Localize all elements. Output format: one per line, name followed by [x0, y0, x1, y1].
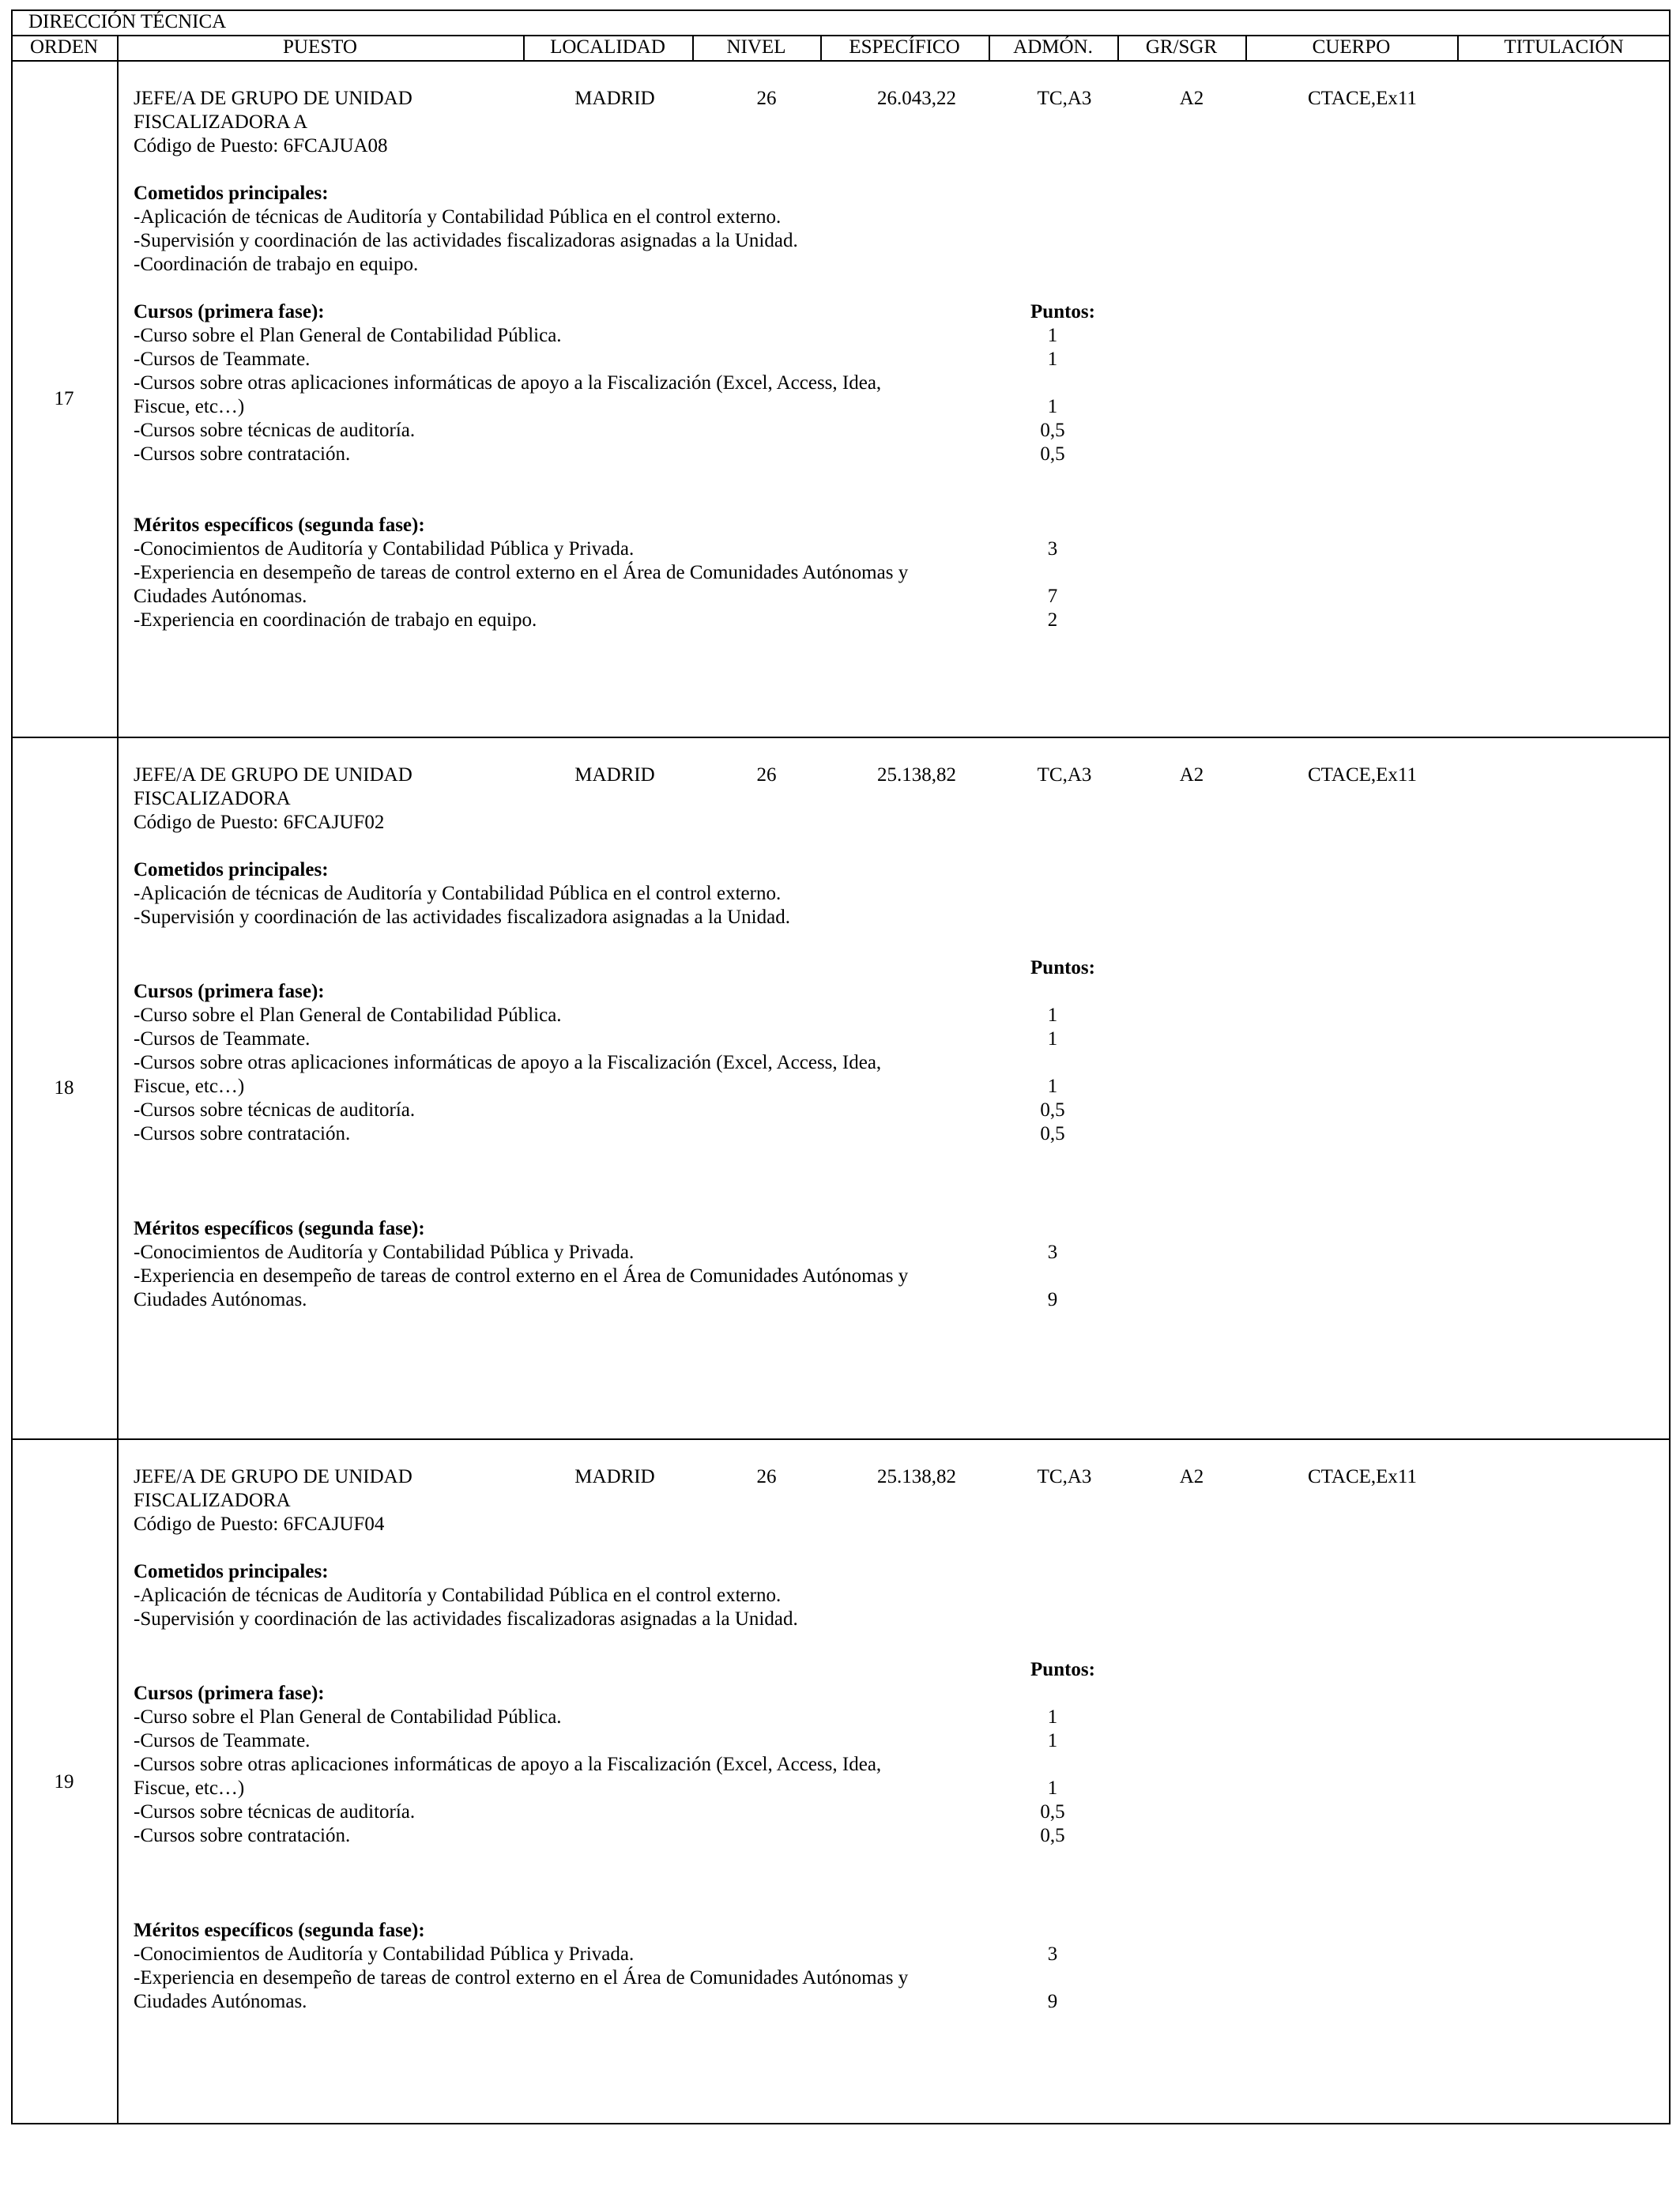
cometidos-heading: Cometidos principales: [134, 1561, 329, 1582]
grupo-value: A2 [1179, 1466, 1204, 1487]
cursos-heading: Cursos (primera fase): [134, 301, 325, 322]
curso-points: 1 [1047, 1706, 1058, 1728]
curso-item: Fiscue, etc…) [134, 396, 245, 417]
merito-item: -Experiencia en desempeño de tareas de control externo en el Área de Comunidades Autónomas y [134, 562, 909, 583]
admon-value: TC,A3 [1037, 1466, 1092, 1487]
curso-item: Fiscue, etc…) [134, 1777, 245, 1799]
table-border-bottom [11, 2123, 1671, 2124]
curso-item: -Cursos sobre otras aplicaciones informáticas de apoyo a la Fiscalización (Excel, Access, Idea, [134, 372, 882, 394]
curso-points: 1 [1047, 1076, 1058, 1097]
curso-points: 0,5 [1040, 1825, 1065, 1846]
merito-item: -Conocimientos de Auditoría y Contabilidad Pública y Privada. [134, 1242, 635, 1263]
cuerpo-value: CTACE,Ex11 [1307, 764, 1418, 786]
localidad-value: MADRID [574, 764, 655, 786]
merito-item: -Conocimientos de Auditoría y Contabilidad Pública y Privada. [134, 1943, 635, 1965]
curso-points: 0,5 [1040, 443, 1065, 465]
curso-item: -Cursos sobre contratación. [134, 443, 351, 465]
puesto-title: FISCALIZADORA [134, 788, 291, 809]
column-header: LOCALIDAD [550, 36, 665, 58]
column-header: ORDEN [29, 36, 99, 58]
nivel-value: 26 [756, 1466, 777, 1487]
merito-points: 3 [1047, 1943, 1058, 1965]
row-divider-2 [11, 1438, 1671, 1440]
admon-value: TC,A3 [1037, 764, 1092, 786]
merito-item: -Conocimientos de Auditoría y Contabilidad Pública y Privada. [134, 538, 635, 560]
especifico-value: 25.138,82 [877, 1466, 956, 1487]
localidad-value: MADRID [574, 88, 655, 109]
table-border-left [11, 9, 13, 2124]
positions-table [11, 9, 1671, 2124]
merito-points: 2 [1047, 609, 1058, 631]
column-header: TITULACIÓN [1504, 36, 1624, 58]
curso-points: 1 [1047, 396, 1058, 417]
merito-item: Ciudades Autónomas. [134, 586, 307, 607]
merito-item: -Experiencia en desempeño de tareas de control externo en el Área de Comunidades Autónomas y [134, 1265, 909, 1287]
table-border-right [1669, 9, 1671, 2124]
meritos-heading: Méritos específicos (segunda fase): [134, 515, 425, 536]
curso-item: -Cursos sobre técnicas de auditoría. [134, 1099, 416, 1121]
position-code: Código de Puesto: 6FCAJUF04 [134, 1514, 385, 1535]
orden-column-divider [117, 35, 119, 2124]
merito-points: 3 [1047, 1242, 1058, 1263]
curso-item: -Cursos de Teammate. [134, 1028, 311, 1050]
header-bottom-rule [11, 60, 1671, 62]
cuerpo-value: CTACE,Ex11 [1307, 88, 1418, 109]
puntos-heading: Puntos: [1030, 301, 1095, 322]
curso-item: -Curso sobre el Plan General de Contabilidad Pública. [134, 1005, 562, 1026]
curso-points: 0,5 [1040, 420, 1065, 441]
puesto-title: FISCALIZADORA A [134, 111, 308, 133]
cometidos-heading: Cometidos principales: [134, 183, 329, 204]
cometido-item: -Coordinación de trabajo en equipo. [134, 254, 419, 275]
merito-item: Ciudades Autónomas. [134, 1991, 307, 2012]
curso-points: 1 [1047, 1730, 1058, 1751]
merito-points: 3 [1047, 538, 1058, 560]
admon-value: TC,A3 [1037, 88, 1092, 109]
meritos-heading: Méritos específicos (segunda fase): [134, 1218, 425, 1239]
curso-item: -Cursos sobre contratación. [134, 1825, 351, 1846]
curso-item: Fiscue, etc…) [134, 1076, 245, 1097]
curso-points: 1 [1047, 1028, 1058, 1050]
puesto-title: JEFE/A DE GRUPO DE UNIDAD [134, 764, 412, 786]
table-border-top [11, 9, 1671, 11]
localidad-value: MADRID [574, 1466, 655, 1487]
curso-item: -Cursos de Teammate. [134, 349, 311, 370]
cometido-item: -Supervisión y coordinación de las actividades fiscalizadoras asignadas a la Unidad. [134, 230, 798, 251]
puesto-title: FISCALIZADORA [134, 1490, 291, 1511]
curso-item: -Cursos sobre contratación. [134, 1123, 351, 1144]
cometido-item: -Aplicación de técnicas de Auditoría y Contabilidad Pública en el control externo. [134, 206, 782, 228]
curso-points: 1 [1047, 349, 1058, 370]
merito-item: -Experiencia en coordinación de trabajo en equipo. [134, 609, 537, 631]
column-header: GR/SGR [1145, 36, 1218, 58]
position-code: Código de Puesto: 6FCAJUA08 [134, 135, 388, 156]
curso-item: -Cursos sobre otras aplicaciones informáticas de apoyo a la Fiscalización (Excel, Access, Idea, [134, 1052, 882, 1073]
puesto-title: JEFE/A DE GRUPO DE UNIDAD [134, 88, 412, 109]
cometido-item: -Aplicación de técnicas de Auditoría y Contabilidad Pública en el control externo. [134, 1585, 782, 1606]
grupo-value: A2 [1179, 764, 1204, 786]
especifico-value: 25.138,82 [877, 764, 956, 786]
nivel-value: 26 [756, 764, 777, 786]
column-header: PUESTO [282, 36, 357, 58]
curso-item: -Curso sobre el Plan General de Contabilidad Pública. [134, 325, 562, 346]
curso-points: 1 [1047, 1777, 1058, 1799]
curso-item: -Cursos sobre otras aplicaciones informáticas de apoyo a la Fiscalización (Excel, Access, Idea, [134, 1754, 882, 1775]
especifico-value: 26.043,22 [877, 88, 956, 109]
orden-number: 17 [54, 388, 74, 409]
curso-points: 1 [1047, 325, 1058, 346]
orden-number: 19 [54, 1771, 74, 1793]
nivel-value: 26 [756, 88, 777, 109]
department-title: DIRECCIÓN TÉCNICA [28, 11, 227, 32]
curso-points: 1 [1047, 1005, 1058, 1026]
column-header: CUERPO [1312, 36, 1391, 58]
orden-number: 18 [54, 1077, 74, 1099]
puntos-heading: Puntos: [1030, 957, 1095, 978]
cometido-item: -Supervisión y coordinación de las actividades fiscalizadora asignadas a la Unidad. [134, 907, 790, 928]
curso-points: 0,5 [1040, 1801, 1065, 1823]
cometido-item: -Supervisión y coordinación de las actividades fiscalizadoras asignadas a la Unidad. [134, 1608, 798, 1630]
cuerpo-value: CTACE,Ex11 [1307, 1466, 1418, 1487]
merito-points: 7 [1047, 586, 1058, 607]
column-header: NIVEL [726, 36, 786, 58]
grupo-value: A2 [1179, 88, 1204, 109]
puntos-heading: Puntos: [1030, 1659, 1095, 1680]
curso-item: -Cursos sobre técnicas de auditoría. [134, 420, 416, 441]
merito-item: Ciudades Autónomas. [134, 1289, 307, 1310]
curso-item: -Cursos sobre técnicas de auditoría. [134, 1801, 416, 1823]
position-code: Código de Puesto: 6FCAJUF02 [134, 812, 385, 833]
curso-item: -Curso sobre el Plan General de Contabilidad Pública. [134, 1706, 562, 1728]
row-divider-1 [11, 737, 1671, 738]
merito-points: 9 [1047, 1289, 1058, 1310]
curso-item: -Cursos de Teammate. [134, 1730, 311, 1751]
cursos-heading: Cursos (primera fase): [134, 981, 325, 1002]
meritos-heading: Méritos específicos (segunda fase): [134, 1920, 425, 1941]
cometido-item: -Aplicación de técnicas de Auditoría y Contabilidad Pública en el control externo. [134, 883, 782, 904]
column-header: ESPECÍFICO [849, 36, 960, 58]
cursos-heading: Cursos (primera fase): [134, 1683, 325, 1704]
merito-item: -Experiencia en desempeño de tareas de control externo en el Área de Comunidades Autónomas y [134, 1967, 909, 1989]
merito-points: 9 [1047, 1991, 1058, 2012]
curso-points: 0,5 [1040, 1123, 1065, 1144]
column-header: ADMÓN. [1013, 36, 1093, 58]
puesto-title: JEFE/A DE GRUPO DE UNIDAD [134, 1466, 412, 1487]
curso-points: 0,5 [1040, 1099, 1065, 1121]
cometidos-heading: Cometidos principales: [134, 859, 329, 880]
